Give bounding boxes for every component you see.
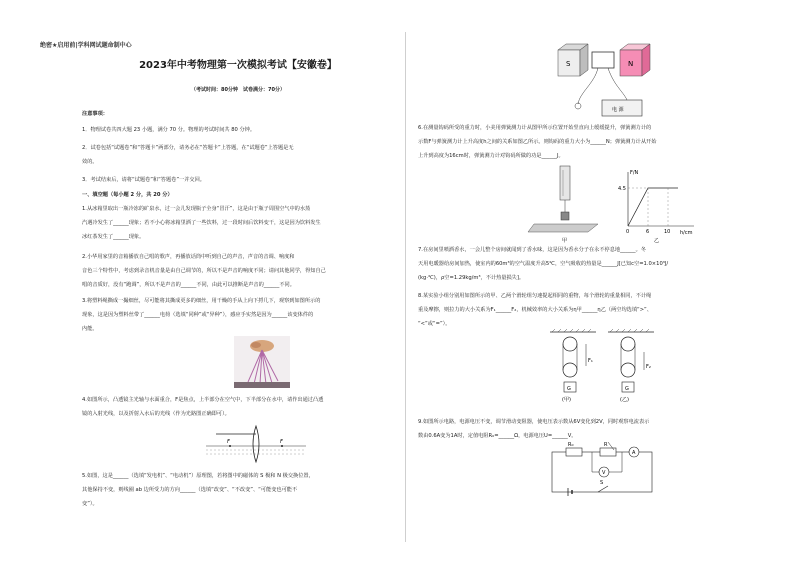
question-line: 内能。 [82, 326, 98, 332]
graph-value-label: 4.5 [618, 186, 626, 192]
section-heading: 一、填空题（每小题 2 分，共 20 分） [82, 192, 173, 198]
question-line: 1.从冰箱里取出一瓶冷冻的矿泉水，过一会儿发现瓶子全身“冒汗”，这是由于瓶子周围空气中的水蒸 [82, 206, 311, 212]
question-line: 8.某实验小组分别用如图所示的甲、乙两个滑轮组匀速提起相同的重物，每个滑轮的重量相同，不计绳 [418, 293, 652, 299]
figure-jia-label: 甲 [562, 238, 568, 244]
pulley-figure-jia [550, 330, 600, 402]
question-line: 7.在房间里喷洒香水，一会儿整个房间就闻到了香水味，这是因为香水分子在永不停息地______。冬 [418, 247, 647, 253]
header-source: 绝密★启用前|学科网试题命制中心 [40, 42, 132, 49]
question-line: 2.小华用家里的音箱播放自己唱的歌声，再播放话筒中听到自己的声音，声音的音调、响度和 [82, 254, 295, 260]
circuit-figure [548, 442, 658, 500]
pulley-yi-label: (乙) [620, 397, 629, 403]
note-item: 2．试卷包括“试题卷”和“答题卡”两部分，请务必在“答题卡”上答题，在“试题卷”上答题是无 [82, 145, 294, 151]
right-column [418, 0, 718, 562]
question-line: 示数F与弹簧测力计上升高度h之间的关系如图乙所示。则钩码的重力大小为______N；弹簧测力计从开始 [418, 139, 657, 145]
circuit-switch-label: S [600, 480, 604, 486]
question-line: 其他保持不变，则线圈 ab 边所受力的方向______（选填“改变”、“不改变”、“可能变也可能不 [82, 487, 298, 493]
question-line: 6.在测量钩码所受的重力时，小美用弹簧测力计从图甲所示位置开始竖直向上缓缓提升，弹簧测力计的 [418, 125, 652, 131]
notes-heading: 注意事项： [82, 111, 108, 117]
exam-subtitle: （考试时间：80分钟 试卷满分：70分） [191, 87, 285, 93]
question-line: “<”或“=”）。 [418, 321, 451, 327]
left-column [82, 0, 394, 562]
note-item: 3．考试结束后，请将“试题卷”和“答题卷”一并交回。 [82, 177, 205, 183]
magnet-n-label: N [628, 60, 634, 68]
pulley-figure-yi [608, 330, 658, 402]
question-line: 变”）。 [82, 501, 98, 507]
lens-focus-left-label: F [227, 439, 230, 445]
lens-figure [206, 422, 306, 462]
graph-x-axis-label: h/cm [680, 230, 693, 236]
graph-x-tick: 6 [646, 229, 650, 235]
figure-yi-label: 乙 [654, 238, 660, 244]
note-item: 1．物理试卷共四大题 23 小题，满分 70 分。物理的考试时间共 80 分钟。 [82, 127, 256, 133]
pulley-jia-label: (甲) [562, 397, 571, 403]
question-line: 汽遇冷发生了______现象；若不小心将冰箱里洒了一些饮料，过一段时间后饮料变干，这是因为饮料发生 [82, 220, 321, 226]
question-line: 音色三个特性中，考虑到录音机音量是由自己调节的，所以不是声音的响度不同；请问其他同学，得知自己 [82, 268, 326, 274]
question-line: 9.如图所示电路，电源电压不变，调节滑动变阻器，使电压表示数从6V变化到2V，同时观察电流表示 [418, 419, 650, 425]
question-line: 上升到高度为16cm时，弹簧测力计对钩码所做的功是______J。 [418, 153, 564, 159]
question-line: 天用电暖器给房间加热，使室内的60m³的空气温度升高5℃，空气吸收的热量是______J[已知c空=1.0×10³J/ [418, 261, 669, 267]
graph-y-axis-label: F/N [630, 170, 639, 176]
circuit-r0-label: R₀ [568, 442, 574, 448]
pulley-f2-label: F₂ [646, 364, 651, 370]
question-line: (kg·℃)，ρ空=1.29kg/m³，不计热量损失]。 [418, 275, 525, 281]
pulley-f1-label: F₁ [588, 358, 593, 364]
circuit-voltmeter-label: V [602, 470, 606, 476]
question-line: 3.将塑料绳撕成一撮细丝，尽可能将其撕成更多的细丝，用干燥的手从上向下捋几下，观察到如图所示的 [82, 298, 321, 304]
question-line: 4.如图所示，凸透镜主光轴与水面重合，F是焦点，上半部分在空气中，下半部分在水中，请作出通过凸透 [82, 397, 324, 403]
circuit-r-label: R [604, 442, 608, 448]
circuit-ammeter-label: A [632, 450, 636, 456]
force-height-graph [618, 168, 698, 244]
motor-figure [558, 40, 668, 126]
question-line: 现象，这是因为塑料丝带了______电荷（选填“同种”或“异种”），感应手实然是因为______该变体件的 [82, 312, 314, 318]
plastic-strings-figure [234, 336, 290, 388]
spring-scale-figure [528, 166, 608, 244]
exam-title: 2023年中考物理第一次模拟考试【安徽卷】 [139, 60, 337, 71]
lens-focus-right-label: F [280, 439, 283, 445]
question-line: 5.如图，这是______（选填“发电机”、“电动机”）原理图，若将图中的磁体的 S 极和 N 极交换位置， [82, 473, 314, 479]
battery-label: 电 源 [612, 107, 624, 113]
question-line: 唱的音质好，没有“跑调”，所以不是声音的______不同，由此可以推断是声音的______不同。 [82, 282, 295, 288]
column-divider [405, 32, 406, 542]
question-line: 重及摩擦，则拉力的大小关系为F₁______F₂，机械效率的大小关系为η甲______η乙（两空均选填“>”、 [418, 307, 652, 313]
question-line: 冰红茶发生了______现象。 [82, 234, 145, 240]
weight-g-label: G [625, 386, 629, 392]
weight-g-label: G [567, 386, 571, 392]
graph-x-tick: 0 [626, 229, 630, 235]
magnet-s-label: S [566, 60, 571, 68]
question-line: 数由0.6A变为1A时，定值电阻R₀=______Ω，电源电压U=______V。 [418, 433, 577, 439]
question-line: 镜的入射光线，以及折射入水后的光线（作为光路图正确即可）。 [82, 411, 230, 417]
note-item: 效的。 [82, 159, 98, 165]
graph-x-tick: 10 [664, 229, 671, 235]
